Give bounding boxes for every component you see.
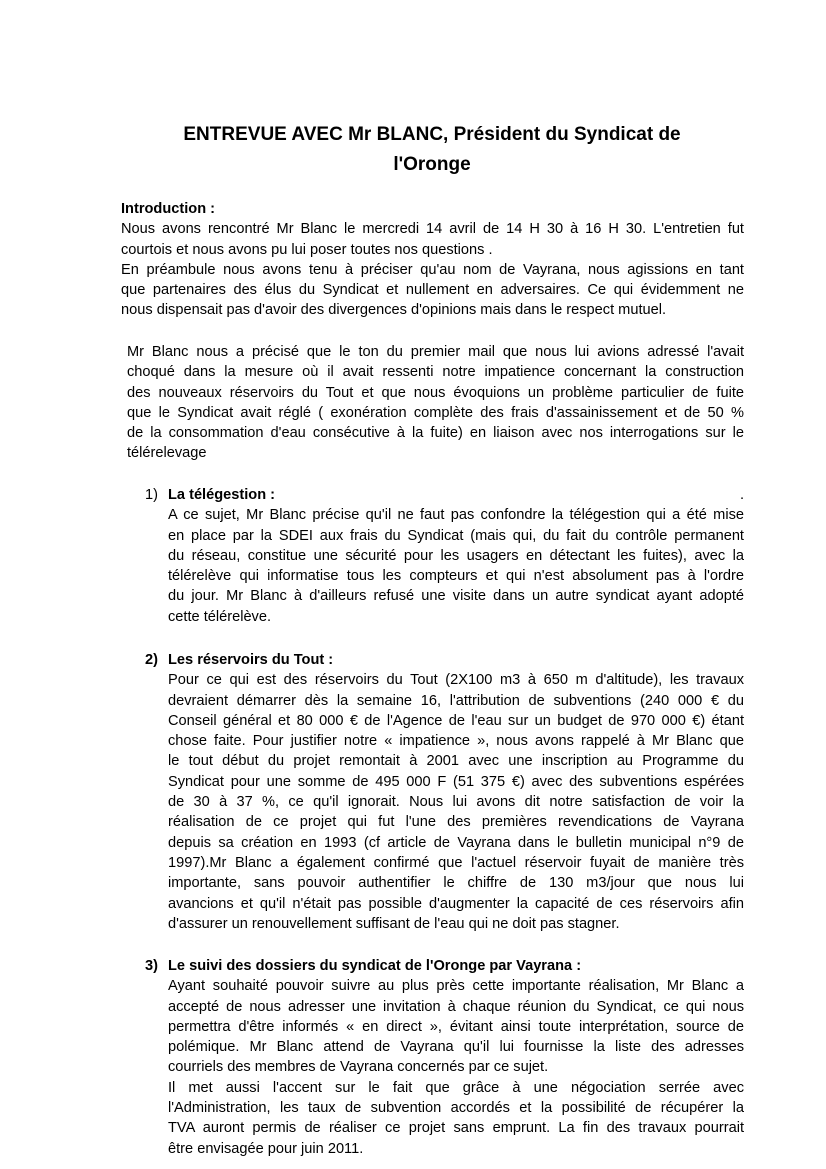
section-2-line: avancions et qu'il n'était pas possible d'augmenter la capacité de ces réservoirs afin	[168, 895, 744, 912]
section-3-line: Ayant souhaité pouvoir suivre au plus près cette importante réalisation, Mr Blanc a	[168, 978, 744, 995]
paragraph-line: choqué dans la mesure où il avait ressenti notre impatience concernant la construction	[127, 364, 744, 381]
document-title	[120, 120, 744, 180]
section-2-line: le tout début du projet remontait à 2001 avec une inscription au Programme du	[168, 753, 744, 770]
section-3-line: polémique. Mr Blanc attend de Vayrana qu'il lui fournisse la liste des adresses	[168, 1039, 744, 1056]
intro-heading: Introduction :	[121, 201, 216, 217]
intro-line: Nous avons rencontré Mr Blanc le mercredi 14 avril de 14 H 30 à 16 H 30. L'entretien fut	[121, 221, 744, 238]
paragraph-tone	[127, 342, 744, 464]
section-1-line: télérelève qui informatise tous les compteurs et qui n'est absolument pas à l'ordre	[168, 568, 744, 585]
section-1-line: en place par la SDEI aux frais du Syndicat (mais qui, du fait du contrôle permanent	[168, 527, 744, 544]
paragraph-line: Mr Blanc nous a précisé que le ton du premier mail que nous lui avions adressé l'avait	[127, 344, 744, 360]
section-3	[168, 956, 744, 1159]
section-1-line: cette télérelève.	[168, 608, 272, 625]
section-2-line: Syndicat pour une somme de 495 000 F (51 375 €) avec des subventions espérées	[168, 773, 744, 790]
section-3-number: 3)	[145, 958, 158, 974]
section-1-heading-row	[168, 485, 744, 505]
intro-line: nous dispensait pas d'avoir des divergences d'opinions mais dans le respect mutuel.	[121, 302, 667, 319]
section-1-number: 1)	[145, 487, 158, 503]
section-3-line: courriels des membres de Vayrana concernés par ce sujet.	[168, 1059, 549, 1076]
section-1-line: du réseau, constitue une sécurité pour les usagers en détectant les fuites), avec la	[168, 547, 744, 564]
intro-line: En préambule nous avons tenu à préciser qu'au nom de Vayrana, nous agissions en tant	[121, 261, 744, 278]
section-2-line: d'assurer un renouvellement suffisant de l'eau qui ne doit pas stagner.	[168, 915, 620, 932]
intro-line: courtois et nous avons pu lui poser toutes nos questions .	[121, 241, 493, 258]
section-2-line: Pour ce qui est des réservoirs du Tout (2X100 m3 à 650 m d'altitude), les travaux	[168, 672, 744, 689]
section-3-line: TVA auront permis de réaliser ce projet sans emprunt. La fin des travaux pourrait	[168, 1120, 744, 1137]
section-3-line: permettra d'être informés « en direct », évitant ainsi toute interprétation, source de	[168, 1018, 744, 1035]
intro-line: que partenaires des élus du Syndicat et nullement en adversaires. Ce qui évidemment ne	[121, 282, 744, 299]
paragraph-line: télérelevage	[127, 445, 207, 462]
title-line-1: ENTREVUE AVEC Mr BLANC, Président du Syndicat de	[183, 124, 681, 145]
section-2-number: 2)	[145, 652, 158, 668]
paragraph-line: des nouveaux réservoirs du Tout et que nous évoquions un problème particulier de fuite	[127, 384, 744, 401]
section-3-line: être envisagée pour juin 2011.	[168, 1140, 364, 1157]
section-1-line: du jour. Mr Blanc à d'ailleurs refusé une visite dans un autre syndicat ayant adopté	[168, 588, 744, 605]
section-2	[168, 650, 744, 934]
section-1-trailing-dot: .	[739, 487, 744, 503]
section-2-heading: Les réservoirs du Tout :	[168, 652, 334, 668]
paragraph-line: de la consommation d'eau consécutive à la fuite) en liaison avec nos interrogations sur le	[127, 425, 744, 442]
section-2-line: chose faite. Pour justifier notre « impatience », nous avons rappelé à Mr Blanc que	[168, 733, 744, 750]
section-3-line: l'Administration, les taux de subvention accordés et la possibilité de récupérer la	[168, 1100, 744, 1117]
section-2-line: depuis sa création en 1993 (cf article de Vayrana dans le bulletin municipal n°9 de	[168, 834, 744, 851]
paragraph-line: que le Syndicat avait réglé ( exonération complète des frais d'assainissement et de 50 %	[127, 404, 744, 421]
section-2-line: 1997).Mr Blanc a également confirmé que l'actuel réservoir fuyait de manière très	[168, 854, 744, 871]
section-3-line: Il met aussi l'accent sur le fait que grâce à une négociation serrée avec	[168, 1079, 744, 1096]
title-line-2: l'Oronge	[393, 154, 471, 175]
section-1-line: A ce sujet, Mr Blanc précise qu'il ne faut pas confondre la télégestion qui a été mise	[168, 507, 744, 524]
section-2-line: réalisation de ce projet qui fut l'une des premières revendications de Vayrana	[168, 814, 744, 831]
section-2-line: de 30 à 37 %, ce qu'il ignorait. Nous lui avons dit notre satisfaction de voir la	[168, 794, 744, 811]
section-2-line: Conseil général et 80 000 € de l'Agence de l'eau sur un budget de 970 000 €) étant	[168, 712, 744, 729]
section-1	[168, 485, 744, 627]
section-3-line: accepté de nous adresser une invitation à chaque réunion du Syndicat, ce qui nous	[168, 998, 744, 1015]
section-2-line: devraient démarrer dès la semaine 16, l'attribution de subventions (240 000 € du	[168, 692, 744, 709]
section-2-line: importante, sans pouvoir authentifier le chiffre de 130 m3/jour que nous lui	[168, 875, 744, 892]
intro-section	[121, 199, 744, 321]
section-3-heading: Le suivi des dossiers du syndicat de l'Oronge par Vayrana :	[168, 958, 582, 974]
section-1-heading: La télégestion :	[168, 487, 276, 503]
